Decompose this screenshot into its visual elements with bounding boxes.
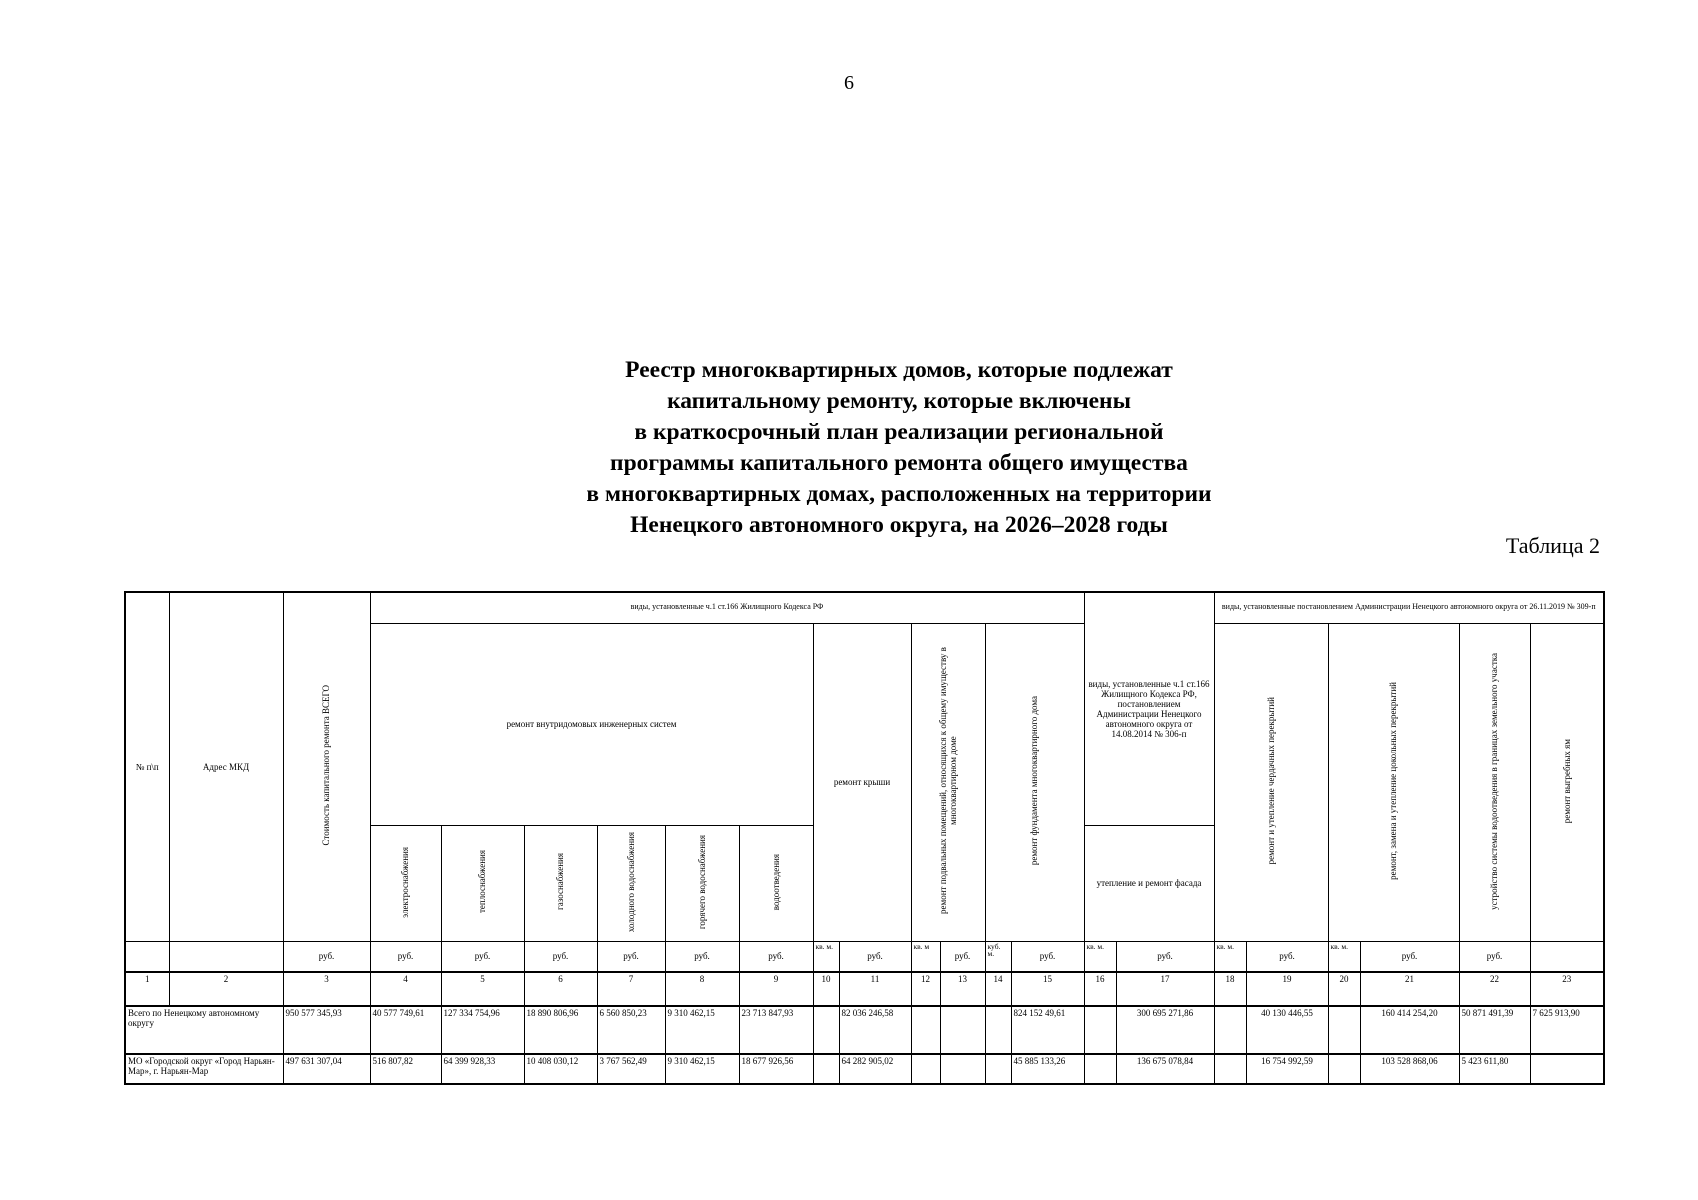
cell-total-cost: 950 577 345,93 bbox=[283, 1006, 370, 1054]
column-number: 18 bbox=[1214, 972, 1246, 1006]
cell-value bbox=[1084, 1054, 1116, 1084]
unit-rub: руб. bbox=[524, 941, 597, 972]
document-title bbox=[449, 355, 1349, 541]
header-address: Адрес МКД bbox=[169, 592, 283, 941]
title-line: программы капитального ремонта общего имущества bbox=[610, 450, 1188, 476]
unit-rub: руб. bbox=[739, 941, 813, 972]
header-drainage: устройство системы водоотведения в границах земельного участка bbox=[1459, 623, 1530, 941]
header-num: № п\п bbox=[125, 592, 169, 941]
header-total-cost: Стоимость капитального ремонта ВСЕГО bbox=[283, 592, 370, 941]
page-number: 6 bbox=[844, 72, 854, 94]
cell-value: 45 885 133,26 bbox=[1011, 1054, 1084, 1084]
title-line: в многоквартирных домах, расположенных на территории bbox=[586, 481, 1212, 507]
column-number: 6 bbox=[524, 972, 597, 1006]
column-number: 17 bbox=[1116, 972, 1214, 1006]
cell-value: 9 310 462,15 bbox=[665, 1006, 739, 1054]
cell-value: 127 334 754,96 bbox=[441, 1006, 524, 1054]
cell-value bbox=[940, 1054, 985, 1084]
cell-value bbox=[985, 1054, 1011, 1084]
cell-value: 103 528 868,06 bbox=[1360, 1054, 1459, 1084]
header-gas: газоснабжения bbox=[524, 825, 597, 941]
cell-value: 64 282 905,02 bbox=[839, 1054, 911, 1084]
unit-rub: руб. bbox=[839, 941, 911, 972]
header-facade: утепление и ремонт фасада bbox=[1084, 825, 1214, 941]
unit-kubm: куб. м. bbox=[985, 941, 1011, 972]
row-address: МО «Городской округ «Город Нарьян-Мар», г. Нарьян-Мар bbox=[125, 1054, 283, 1084]
unit-cell bbox=[169, 941, 283, 972]
cell-value: 516 807,82 bbox=[370, 1054, 441, 1084]
cell-value bbox=[813, 1054, 839, 1084]
column-number: 7 bbox=[597, 972, 665, 1006]
cell-value: 6 560 850,23 bbox=[597, 1006, 665, 1054]
table-row bbox=[125, 1054, 1604, 1084]
column-number: 2 bbox=[169, 972, 283, 1006]
cell-value: 10 408 030,12 bbox=[524, 1054, 597, 1084]
cell-value: 9 310 462,15 bbox=[665, 1054, 739, 1084]
cell-value bbox=[940, 1006, 985, 1054]
unit-kvm: кв. м. bbox=[1084, 941, 1116, 972]
column-number: 1 bbox=[125, 972, 169, 1006]
header-basement: ремонт подвальных помещений, относящихся к общему имуществу в многоквартирном доме bbox=[911, 623, 985, 941]
header-cesspit: ремонт выгребных ям bbox=[1530, 623, 1604, 941]
cell-value: 18 677 926,56 bbox=[739, 1054, 813, 1084]
title-line: Ненецкого автономного округа, на 2026–2028 годы bbox=[630, 512, 1168, 538]
header-group-adm-2019: виды, установленные постановлением Администрации Ненецкого автономного округа от 26.11.2019 № 309-п bbox=[1214, 592, 1604, 623]
cell-value: 40 130 446,55 bbox=[1246, 1006, 1328, 1054]
unit-rub: руб. bbox=[1360, 941, 1459, 972]
column-number: 9 bbox=[739, 972, 813, 1006]
column-number: 21 bbox=[1360, 972, 1459, 1006]
cell-value: 160 414 254,20 bbox=[1360, 1006, 1459, 1054]
unit-rub: руб. bbox=[283, 941, 370, 972]
cell-value bbox=[1084, 1006, 1116, 1054]
unit-rub: руб. bbox=[1116, 941, 1214, 972]
cell-value: 300 695 271,86 bbox=[1116, 1006, 1214, 1054]
header-foundation: ремонт фундамента многоквартирного дома bbox=[985, 623, 1084, 941]
column-number: 20 bbox=[1328, 972, 1360, 1006]
unit-rub: руб. bbox=[1246, 941, 1328, 972]
unit-rub: руб. bbox=[370, 941, 441, 972]
unit-kvm: кв. м bbox=[911, 941, 940, 972]
cell-value: 64 399 928,33 bbox=[441, 1054, 524, 1084]
column-number: 22 bbox=[1459, 972, 1530, 1006]
column-number: 16 bbox=[1084, 972, 1116, 1006]
unit-rub: руб. bbox=[597, 941, 665, 972]
unit-rub: руб. bbox=[441, 941, 524, 972]
column-number: 15 bbox=[1011, 972, 1084, 1006]
unit-cell bbox=[1530, 941, 1604, 972]
header-group-zhk: виды, установленные ч.1 ст.166 Жилищного Кодекса РФ bbox=[370, 592, 1084, 623]
cell-value: 16 754 992,59 bbox=[1246, 1054, 1328, 1084]
unit-rub: руб. bbox=[940, 941, 985, 972]
header-cold-water: холодного водоснабжения bbox=[597, 825, 665, 941]
cell-total-cost: 497 631 307,04 bbox=[283, 1054, 370, 1084]
column-number: 11 bbox=[839, 972, 911, 1006]
cell-value: 50 871 491,39 bbox=[1459, 1006, 1530, 1054]
column-number: 3 bbox=[283, 972, 370, 1006]
row-address: Всего по Ненецкому автономному округу bbox=[125, 1006, 283, 1054]
header-basement-floors: ремонт, замена и утепление цокольных перекрытий bbox=[1328, 623, 1459, 941]
title-line: капитальному ремонту, которые включены bbox=[667, 388, 1131, 414]
cell-value bbox=[985, 1006, 1011, 1054]
title-line: Реестр многоквартирных домов, которые подлежат bbox=[625, 357, 1173, 383]
cell-value bbox=[813, 1006, 839, 1054]
cell-value: 18 890 806,96 bbox=[524, 1006, 597, 1054]
cell-value bbox=[911, 1054, 940, 1084]
cell-value: 40 577 749,61 bbox=[370, 1006, 441, 1054]
header-hot-water: горячего водоснабжения bbox=[665, 825, 739, 941]
unit-kvm: кв. м. bbox=[813, 941, 839, 972]
cell-value: 82 036 246,58 bbox=[839, 1006, 911, 1054]
header-electric: электроснабжения bbox=[370, 825, 441, 941]
cell-value: 824 152 49,61 bbox=[1011, 1006, 1084, 1054]
cell-value bbox=[1328, 1054, 1360, 1084]
cell-value: 3 767 562,49 bbox=[597, 1054, 665, 1084]
cell-value bbox=[1328, 1006, 1360, 1054]
header-attic: ремонт и утепление чердачных перекрытий bbox=[1214, 623, 1328, 941]
cell-value bbox=[1530, 1054, 1604, 1084]
registry-table bbox=[124, 591, 1605, 1085]
column-number: 13 bbox=[940, 972, 985, 1006]
column-number: 10 bbox=[813, 972, 839, 1006]
column-number: 12 bbox=[911, 972, 940, 1006]
header-sewerage: водоотведения bbox=[739, 825, 813, 941]
unit-cell bbox=[125, 941, 169, 972]
title-line: в краткосрочный план реализации региональной bbox=[634, 419, 1164, 445]
header-roof: ремонт крыши bbox=[813, 623, 911, 941]
unit-kvm: кв. м. bbox=[1214, 941, 1246, 972]
cell-value bbox=[1214, 1006, 1246, 1054]
header-group-adm-2014: виды, установленные ч.1 ст.166 Жилищного Кодекса РФ, постановлением Администрации Ненецкого автономного округа от 14.08.2014 № 306-п bbox=[1084, 592, 1214, 825]
column-number: 5 bbox=[441, 972, 524, 1006]
unit-rub: руб. bbox=[1459, 941, 1530, 972]
cell-value: 5 423 611,80 bbox=[1459, 1054, 1530, 1084]
column-number: 23 bbox=[1530, 972, 1604, 1006]
unit-rub: руб. bbox=[1011, 941, 1084, 972]
column-number: 19 bbox=[1246, 972, 1328, 1006]
cell-value bbox=[1214, 1054, 1246, 1084]
header-engineering: ремонт внутридомовых инженерных систем bbox=[370, 623, 813, 825]
table-row bbox=[125, 1006, 1604, 1054]
cell-value: 7 625 913,90 bbox=[1530, 1006, 1604, 1054]
cell-value: 136 675 078,84 bbox=[1116, 1054, 1214, 1084]
unit-rub: руб. bbox=[665, 941, 739, 972]
unit-kvm: кв. м. bbox=[1328, 941, 1360, 972]
cell-value bbox=[911, 1006, 940, 1054]
header-heat: теплоснабжения bbox=[441, 825, 524, 941]
table-label: Таблица 2 bbox=[1505, 533, 1600, 558]
column-number: 14 bbox=[985, 972, 1011, 1006]
cell-value: 23 713 847,93 bbox=[739, 1006, 813, 1054]
column-number: 4 bbox=[370, 972, 441, 1006]
column-number: 8 bbox=[665, 972, 739, 1006]
